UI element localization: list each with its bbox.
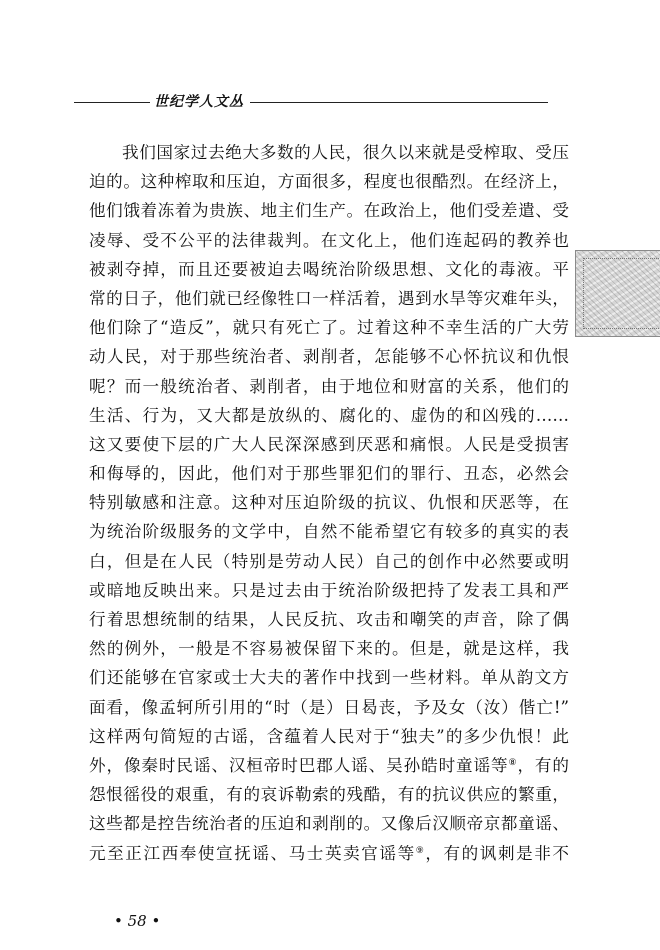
text-line: 怨恨徭役的艰重，有的哀诉勒索的残酷，有的抗议供应的繁重， — [89, 785, 569, 805]
text-line: 或暗地反映出来。只是过去由于统治阶级把持了发表工具和严 — [89, 580, 569, 600]
text-line: 动人民，对于那些统治者、剥削者，怎能够不心怀抗议和仇恨 — [89, 347, 569, 367]
text-line: 他们除了“造反”，就只有死亡了。过着这种不幸生活的广大劳 — [89, 318, 569, 338]
body-text — [89, 138, 569, 868]
series-title: 世纪学人文丛 — [154, 94, 244, 110]
text-line: 呢？而一般统治者、剥削者，由于地位和财富的关系，他们的 — [89, 376, 569, 396]
text-line: 外，像秦时民谣、汉桓帝时巴郡人谣、吴孙皓时童谣等⑧，有的 — [89, 755, 569, 775]
text-line: 然的例外，一般是不容易被保留下来的。但是，就是这样，我 — [89, 639, 569, 659]
text-line: 为统治阶级服务的文学中，自然不能希望它有较多的真实的表 — [89, 522, 569, 542]
text-line: 白，但是在人民（特别是劳动人民）自己的创作中必然要或明 — [89, 551, 569, 571]
text-line: 和侮辱的，因此，他们对于那些罪犯们的罪行、丑态，必然会 — [89, 464, 569, 484]
text-line: 被剥夺掉，而且还要被迫去喝统治阶级思想、文化的毒液。平 — [89, 259, 569, 279]
text-line: 们还能够在官家或士大夫的著作中找到一些材料。单从韵文方 — [89, 668, 569, 688]
text-line: 元至正江西奉使宣抚谣、马士英卖官谣等⑨，有的讽刺是非不 — [89, 843, 569, 863]
header-rule-right — [250, 102, 548, 103]
running-header — [74, 92, 548, 112]
text-line: 迫的。这种榨取和压迫，方面很多，程度也很酷烈。在经济上， — [89, 172, 569, 192]
text-line: 面看，像孟轲所引用的“时（是）日曷丧，予及女（汝）偕亡!” — [89, 697, 569, 717]
text-line: 这样两句简短的古谣，含蕴着人民对于“独夫”的多少仇恨！此 — [89, 726, 569, 746]
text-line: 凌辱、受不公平的法律裁判。在文化上，他们连起码的教养也 — [89, 230, 569, 250]
text-line: 特别敏感和注意。这种对压迫阶级的抗议、仇恨和厌恶等，在 — [89, 493, 569, 513]
text-line: 我们国家过去绝大多数的人民，很久以来就是受榨取、受压 — [122, 143, 569, 162]
page-number: • 58 • — [114, 912, 161, 930]
thumb-index-tab-frame — [583, 258, 660, 329]
text-line: 常的日子，他们就已经像牲口一样活着，遇到水旱等灾难年头， — [89, 288, 569, 308]
text-line: 生活、行为，又大都是放纵的、腐化的、虚伪的和凶残的…… — [89, 405, 569, 425]
thumb-index-tab — [575, 250, 660, 337]
text-line: 他们饿着冻着为贵族、地主们生产。在政治上，他们受差遣、受 — [89, 201, 569, 221]
text-line: 行着思想统制的结果，人民反抗、攻击和嘲笑的声音，除了偶 — [89, 610, 569, 629]
header-rule-left — [74, 102, 150, 103]
text-line: 这又要使下层的广大人民深深感到厌恶和痛恨。人民是受损害 — [89, 434, 569, 454]
text-line: 这些都是控告统治者的压迫和剥削的。又像后汉顺帝京都童谣、 — [89, 814, 569, 834]
